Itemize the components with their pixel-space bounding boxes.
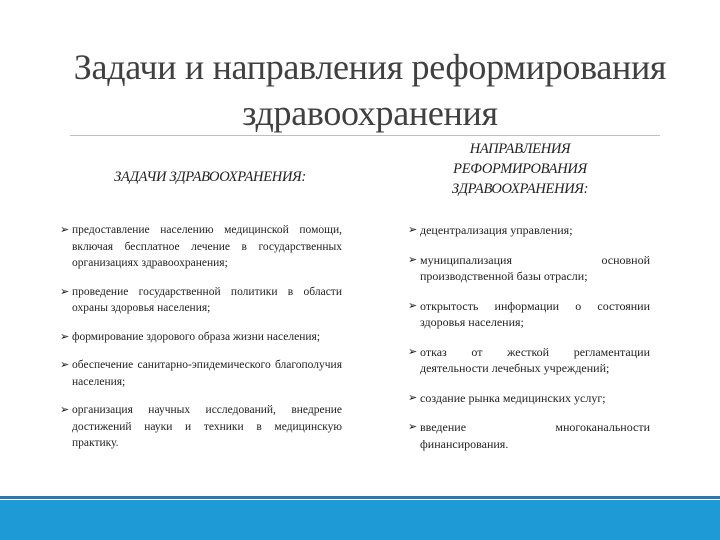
list-item: [60, 357, 342, 390]
list-item: [60, 284, 342, 317]
list-item-text: муниципализация основной производственной базы отрасли;: [420, 252, 650, 283]
arrow-bullet-icon: ➢: [60, 358, 70, 371]
slide-title: Задачи и направления реформирования здравоохранения: [73, 47, 667, 133]
list-item: [408, 344, 650, 377]
list-item-text: предоставление населению медицинской помощи, включая бесплатное лечение в государственных организациях здравоохранения;: [72, 224, 342, 269]
list-item-text: децентрализация управления;: [420, 223, 573, 237]
list-item-text: открытость информации о состоянии здоровья населения;: [420, 298, 650, 329]
list-item: [60, 402, 342, 452]
arrow-bullet-icon: ➢: [60, 329, 70, 343]
list-item: [408, 419, 650, 452]
list-item-text: организация научных исследований, внедрение достижений науки и техники в медицинскую практику.: [72, 404, 342, 449]
footer-bar: [0, 500, 720, 540]
list-item: [60, 222, 342, 272]
arrow-bullet-icon: ➢: [60, 223, 70, 236]
list-item-text: обеспечение санитарно-эпидемического благополучия населения;: [72, 359, 342, 388]
list-item: [408, 298, 650, 331]
arrow-bullet-icon: ➢: [60, 284, 70, 298]
tasks-list: [60, 222, 342, 464]
list-item-text: отказ от жесткой регламентации деятельности лечебных учреждений;: [420, 344, 650, 375]
arrow-bullet-icon: ➢: [408, 252, 418, 266]
arrow-bullet-icon: ➢: [408, 344, 418, 358]
list-item-text: создание рынка медицинских услуг;: [420, 390, 606, 405]
arrow-bullet-icon: ➢: [408, 420, 418, 433]
title-divider: [70, 135, 660, 136]
arrow-bullet-icon: ➢: [408, 390, 418, 404]
list-item: [408, 222, 650, 239]
list-item: [408, 252, 650, 285]
list-item: [408, 390, 650, 407]
list-item-text: введение многоканальности финансирования.: [420, 420, 650, 451]
arrow-bullet-icon: ➢: [408, 298, 418, 312]
footer-accent-line: [0, 496, 720, 499]
left-column-heading: ЗАДАЧИ ЗДРАВООХРАНЕНИЯ:: [114, 169, 306, 185]
list-item: [60, 329, 342, 346]
arrow-bullet-icon: ➢: [60, 403, 70, 416]
list-item-text: формирование здорового образа жизни населения;: [72, 330, 321, 343]
list-item-text: проведение государственной политики в области охраны здоровья населения;: [72, 285, 342, 314]
arrow-bullet-icon: ➢: [408, 223, 418, 236]
right-column-heading: НАПРАВЛЕНИЯ РЕФОРМИРОВАНИЯ ЗДРАВООХРАНЕНИЯ:: [451, 141, 589, 197]
reform-directions-list: [408, 222, 650, 465]
